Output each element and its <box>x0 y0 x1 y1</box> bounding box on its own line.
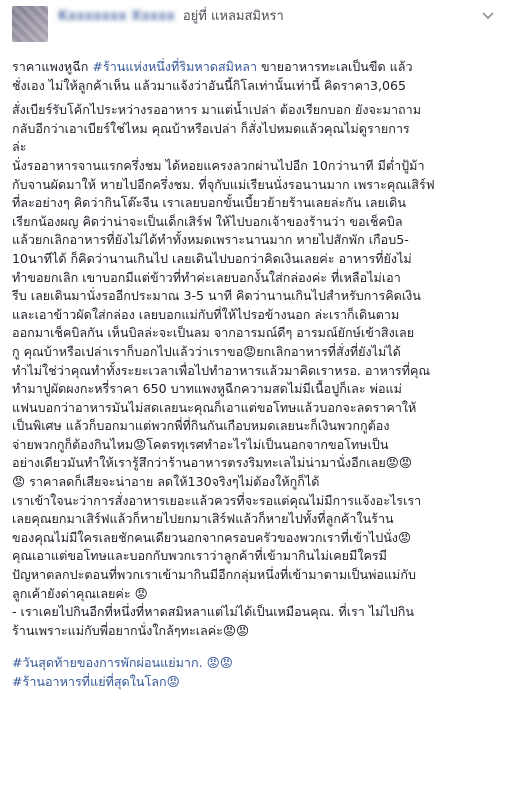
text-segment: ราคาแพงหูฉีก <box>12 59 93 74</box>
post-text-line <box>12 473 500 492</box>
post-text-line <box>12 231 500 250</box>
text-segment: ทำมาปูผัดผงกะหรี่ราคา 650 บาทแพงหูฉีกความสดไม่มีเนื้อปูก็เละ พ่อแม่ <box>12 381 402 397</box>
post-text-line <box>12 306 500 325</box>
post-text-line <box>12 77 500 96</box>
text-segment: กลับอีกว่าเอาเบียร์ใช่ไหม คุณบ้าหรือเปล่า ก็สั่งไปหมดแล้วคุณไม่ดูรายการ <box>12 120 410 136</box>
text-segment: ออกมาเช็คบิลกัน เห็นบิลล่ะจะเป็นลม จากอารมณ์ดีๆ อารมณ์ยักษ์เข้าสิงเลย <box>12 325 415 341</box>
text-segment: นั่งรออาหารจานแรกครึ่งชม ได้หอยแครงลวกผ่านไปอีก 10กว่านาที มีต่ำปู้ม้า <box>12 157 425 173</box>
author-name[interactable]: Kxxxxxxx Xxxxx <box>58 9 175 24</box>
text-segment: สั่งเบียร์รับโค้กไประหว่างรออาหาร มาแต่น้ำเปล่า ต้องเรียกบอก ยังจะมาถาม <box>12 102 422 118</box>
text-segment: 😡 ราคาลดก็เสียจะน่าอาย ลดให้130จริงๆไม่ต้องให้กูก็ได้ <box>12 474 320 490</box>
post-text-line <box>12 138 500 157</box>
post-text-line <box>12 529 500 548</box>
post-text-line <box>12 269 500 288</box>
post-header <box>8 0 504 58</box>
text-segment: 10นาทีได้ ก็คิดว่านานเกินไป เลยเดินไปบอกว่าคิดเงินเลยค่ะ อาหารที่ยังไม่ <box>12 250 412 266</box>
post-text-line <box>12 454 500 473</box>
post-text-line <box>12 603 500 622</box>
post-text-line <box>12 585 500 604</box>
post-text-line <box>12 622 500 641</box>
text-segment: ชั่งเอง ไม่ให้ลูกค้าเห็น แล้วมาแจ้งว่าอันนี้กิโลเท่านั้นเท่านี้ คิดราคา3,065 <box>12 77 406 93</box>
post-paragraph <box>12 58 500 95</box>
post-text-line <box>12 547 500 566</box>
text-segment: จ่ายพวกกูก็ต้องกินไหม😡โคตรทุเรศทำอะไรไม่เป็นนอกจากขอโทษเป็น <box>12 436 389 452</box>
post-text-line <box>12 101 500 120</box>
text-segment: ร้านเพราะแม่กับพี่อยากนั่งใกล้ๆทะเลค่ะ😡😡 <box>12 622 250 638</box>
post-text-line <box>12 492 500 511</box>
text-segment: รีบ เลยเดินมานั่งรออีกประมาณ 3-5 นาที คิดว่านานเกินไปสำหรับการคิดเงิน <box>12 288 421 304</box>
text-segment: คุณเอาแต่ขอโทษและบอกกับพวกเราว่าลูกค้าที่เข้ามากินไม่เคยมีใครมี <box>12 548 387 564</box>
post-text-line <box>12 58 500 77</box>
text-segment: ทำขอยกเลิก เขาบอกมีแต่ข้าวที่ทำค่ะเลยบอกงั้นใส่กล่องค่ะ ที่เหลือไม่เอา <box>12 269 401 285</box>
post-body <box>8 58 504 692</box>
text-segment: ที่ละอย่างๆ คิดว่ากินโต๊ะจีน เราเลยบอกขั้นเบี้ยวย้ายร้านเลยล่ะกัน เลยเดิน <box>12 195 406 211</box>
post-meta <box>58 9 284 25</box>
text-segment: กับจานผัดมาให้ หายไปอีกครึ่งชม. ที่จุกับแม่เรียนนั่งรอนานมาก เพราะคุณเสิร์ฟ <box>12 176 435 192</box>
text-segment: แล้วยกเลิกอาหารที่ยังไม่ได้ทำทั้งหมดเพราะนานมาก หายไปสักพัก เกือบ5- <box>12 232 409 248</box>
post-text-line <box>12 510 500 529</box>
post-text-line <box>12 250 500 269</box>
text-segment: เราเข้าใจนะว่าการสั่งอาหารเยอะแล้วควรที่จะรอแต่คุณไม่มีการแจ้งอะไรเรา <box>12 492 422 508</box>
post-text-line <box>12 120 500 139</box>
hashtag-link[interactable]: #วันสุดท้ายของการพักผ่อนแย่มาก. 😡😡 <box>12 655 233 671</box>
text-segment: กู คุณบ้าหรือเปล่าเราก็บอกไปแล้วว่าเราขอ😡ยกเลิกอาหารที่สั่งที่ยังไม่ได้ <box>12 343 401 359</box>
text-segment: เลยคุณยกมาเสิร์ฟแล้วก็หายไปยกมาเสิร์ฟแล้วก็หายไปทั้งที่ลูกค้าในร้าน <box>12 511 394 527</box>
text-segment: ปัญหาตลกปะตอนที่พวกเราเข้ามากินมีอีกกลุ่มหนึ่งที่เข้ามาตามเป็นพ่อแม่กับ <box>12 567 416 583</box>
text-segment: เป็นพิเศษ แล้วก็บอกมาแต่พวกพี่ที่กินกันเกือบหมดเลยนะก็เงินพวกกูต้อง <box>12 418 390 434</box>
text-segment: ของคุณไม่มีใครเลยชักคนเดียวนอกจากครอบครัวของพวกเราที่เข้าไปนั่ง😡 <box>12 529 412 545</box>
text-segment: เรียกน้องผญ คิดว่าน่าจะเป็นเด็กเสิร์ฟ ให้ไปบอกเจ้าของร้านว่า ขอเช็คบิล <box>12 213 403 229</box>
text-segment: แฟนบอกว่าอาหารมันไม่สดเลยนะคุณก็เอาแต่ขอโทษแล้วบอกจะลดราคาให้ <box>12 399 417 415</box>
post-text-line <box>12 362 500 381</box>
post-text-line <box>12 157 500 176</box>
post-text-line <box>12 417 500 436</box>
text-segment: - เราเคยไปกินอีกที่หนึ่งที่หาดสมิหลาแต่ไม่ได้เป็นเหมือนคุณ. ที่เรา ไม่ไปกิน <box>12 604 415 620</box>
hashtag-link[interactable]: #ร้านแห่งหนึ่งที่ริมหาดสมิหลา <box>92 59 258 74</box>
text-segment: ทำไม่ใช่ว่าคุณทำทั้งระยะเวลาเพื่อไปทำอาหารแล้วมาคิดเราหรอ. อาหารที่คุณ <box>12 362 431 378</box>
text-segment: ล่ะ <box>12 139 27 155</box>
text-segment: อย่างเดียวมันทำให้เรารู้สึกว่าร้านอาหารตรงริมทะเลไม่น่ามานั่งอีกเลย😡😡 <box>12 455 412 471</box>
text-segment: และเอาข้าวผัดใส่กล่อง เลยบอกแม่กับที่ให้ไปรอข้างนอก ล่ะเราก็เดินตาม <box>12 306 400 322</box>
post-text-line <box>12 380 500 399</box>
post-text-line <box>12 324 500 343</box>
post-text-line <box>12 176 500 195</box>
location-text[interactable]: อยู่ที่ แหลมสมิหรา <box>182 9 284 24</box>
author-avatar[interactable] <box>12 6 48 42</box>
post-text-line <box>12 287 500 306</box>
hashtag-link[interactable]: #ร้านอาหารที่แย่ที่สุดในโลก😡 <box>12 674 180 689</box>
post-text-line <box>12 566 500 585</box>
chevron-down-icon[interactable] <box>480 8 496 24</box>
text-segment: ลูกเค้ายังด่าคุณเลยค่ะ 😡 <box>12 585 148 601</box>
text-segment: ขายอาหารทะเลเป็นขีด แล้ว <box>257 59 413 74</box>
post-text-line <box>12 436 500 455</box>
post-hashtags <box>12 654 500 691</box>
post-text-line <box>12 213 500 232</box>
post-text-line <box>12 194 500 213</box>
post-paragraph <box>12 101 500 640</box>
post-text-line <box>12 399 500 418</box>
post-text-line <box>12 343 500 362</box>
